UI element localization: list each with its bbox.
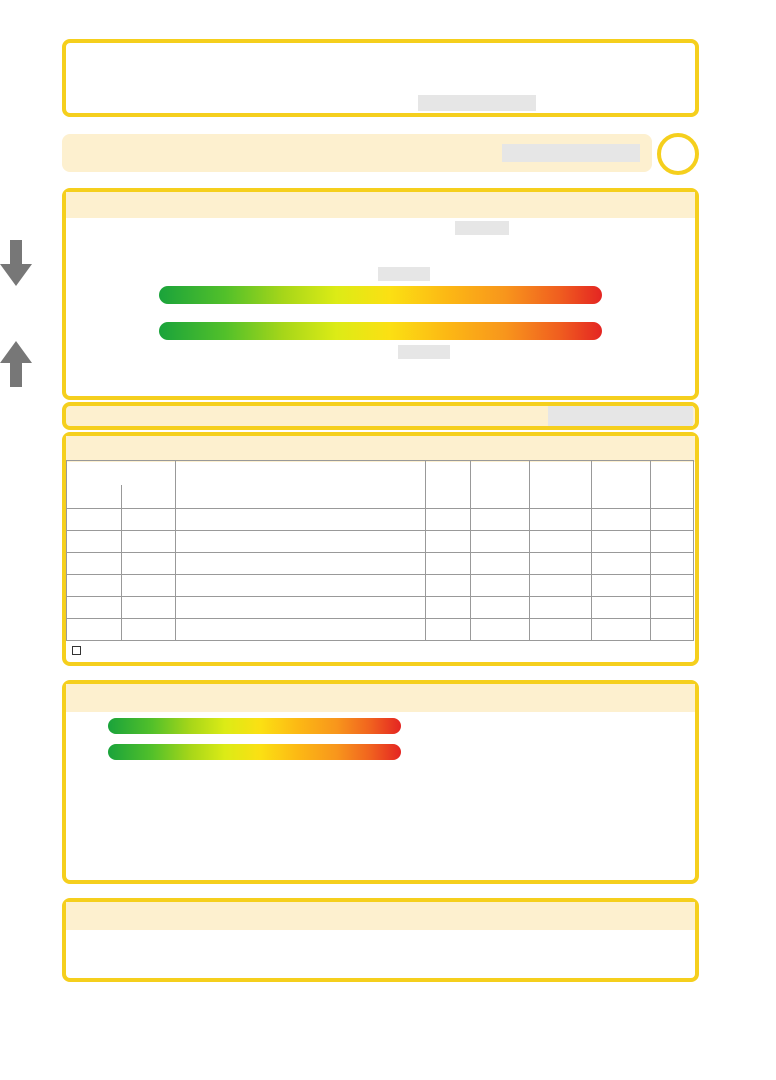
cell-klima (651, 509, 694, 531)
th-traeger (176, 461, 426, 509)
table-row (67, 619, 694, 641)
law-date (418, 95, 536, 111)
cell-ww (529, 509, 592, 531)
table-row (67, 509, 694, 531)
cell-verb (471, 509, 530, 531)
consumption-title (66, 436, 695, 462)
cell-prim (426, 509, 471, 531)
compare-scale (108, 718, 401, 734)
explain-box (62, 898, 699, 982)
consumption-table (66, 460, 694, 641)
th-hz (592, 461, 651, 509)
ghg-value (455, 221, 509, 235)
footnote-3 (74, 1015, 80, 1026)
th-klima (651, 461, 694, 509)
end-value (378, 267, 430, 281)
more-entries-checkbox[interactable] (72, 646, 81, 655)
prim-value (398, 345, 450, 359)
footnote-2 (74, 1004, 80, 1015)
explain-title (66, 902, 695, 930)
summary-bar (62, 402, 699, 430)
th-von (67, 485, 122, 509)
table-row (67, 597, 694, 619)
th-bis (121, 485, 176, 509)
th-ww (529, 461, 592, 509)
more-entries (72, 646, 87, 655)
energy-scale-top (159, 286, 602, 304)
reg-bar (62, 134, 652, 172)
cell-hz (592, 509, 651, 531)
table-row (67, 553, 694, 575)
reg-number-value (502, 144, 640, 162)
cell-bis (121, 509, 176, 531)
table-row (67, 531, 694, 553)
summary-value (548, 406, 693, 426)
compare-scale-bottom (108, 744, 401, 760)
cell-traeger (176, 509, 426, 531)
table-row (67, 575, 694, 597)
header-box (62, 39, 699, 117)
compare-box (62, 680, 699, 884)
page-number (657, 133, 699, 175)
energy-title (66, 192, 695, 218)
th-prim (426, 461, 471, 509)
energy-scale-bottom (159, 322, 602, 340)
th-verb (471, 461, 530, 509)
prim-arrow-icon (0, 341, 32, 387)
cell-von (67, 509, 122, 531)
footnote-1 (74, 992, 80, 1003)
th-zeitraum (67, 461, 176, 485)
compare-title (66, 684, 695, 712)
end-arrow-icon (0, 240, 32, 286)
